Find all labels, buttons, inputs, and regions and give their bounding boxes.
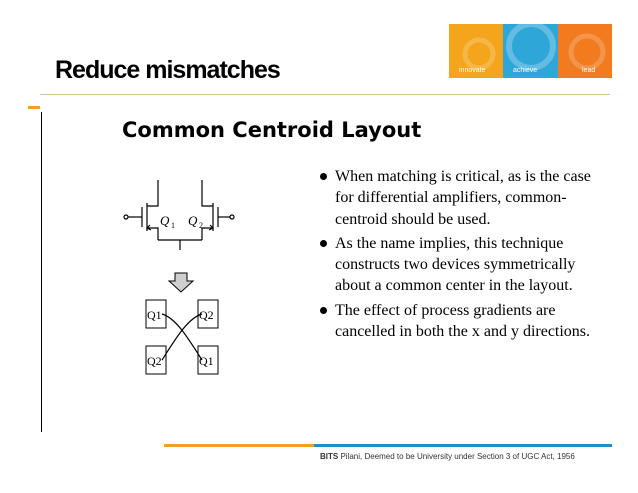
bullet-item xyxy=(320,300,600,343)
common-centroid-diagram xyxy=(116,168,276,398)
footer-caption: Pilani, Deemed to be University under Section 3 of UGC Act, 1956 xyxy=(338,452,575,461)
content-heading: Common Centroid Layout xyxy=(122,118,422,142)
bullet-item xyxy=(320,233,600,297)
transistor-subscript-q2: 2 xyxy=(199,221,203,230)
down-arrow-icon xyxy=(169,273,193,292)
banner-word-lead: lead xyxy=(582,67,596,74)
transistor-subscript-q1: 1 xyxy=(171,221,175,230)
layout-label-bottom-left: Q2 xyxy=(147,354,162,368)
transistor-label-q1: Q xyxy=(160,213,170,228)
slide-title: Reduce mismatches xyxy=(55,56,280,84)
layout-label-top-right: Q2 xyxy=(199,308,214,322)
layout-label-top-left: Q1 xyxy=(147,308,162,322)
brand-banner xyxy=(449,24,612,78)
banner-word-achieve: achieve xyxy=(513,67,538,74)
bullet-list xyxy=(320,166,600,345)
bullet-dot-icon xyxy=(320,173,327,180)
bullet-dot-icon xyxy=(320,240,327,247)
footer-accent-blue xyxy=(314,444,612,447)
footer-org: BITS xyxy=(320,452,339,461)
bullet-text: The effect of process gradients are cancelled in both the x and y directions. xyxy=(335,301,591,341)
header-divider xyxy=(40,94,610,95)
bullet-dot-icon xyxy=(320,307,327,314)
bullet-text: When matching is critical, as is the case for differential amplifiers, common-centroid should be used. xyxy=(335,168,591,228)
footer-accent-gold xyxy=(164,444,314,447)
bullet-text: As the name implies, this technique constructs two devices symmetrically about a common center in the layout. xyxy=(335,234,576,295)
banner-gear-watermark-icon xyxy=(449,24,612,78)
footer-text xyxy=(320,452,575,461)
bullet-item xyxy=(320,166,600,230)
header-accent-bar xyxy=(28,106,40,109)
transistor-label-q2: Q xyxy=(188,213,198,228)
left-margin-rule xyxy=(41,112,42,432)
layout-label-bottom-right: Q1 xyxy=(199,354,214,368)
differential-pair-schematic xyxy=(124,180,234,250)
banner-word-innovate: innovate xyxy=(459,67,486,74)
